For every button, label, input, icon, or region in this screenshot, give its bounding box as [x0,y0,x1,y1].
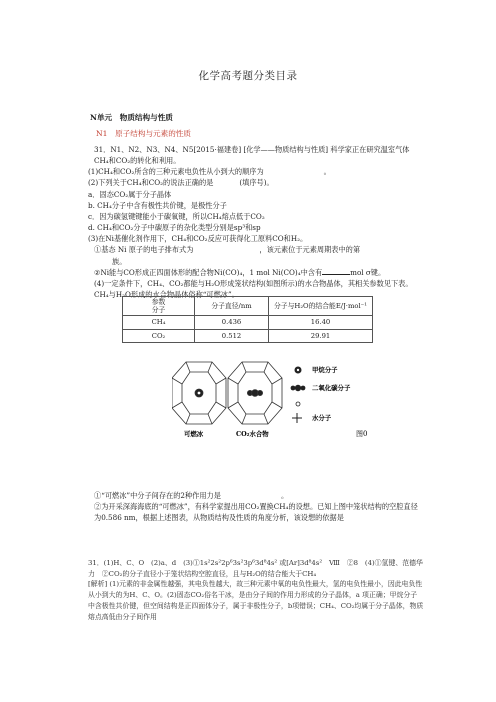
legend-co2: 二氧化碳分子 [312,384,351,392]
cage-structure-figure [172,356,402,440]
table-row: CO₂ 0.512 29.91 [123,329,373,343]
answer-blank [322,268,350,275]
page-title: 化学高考题分类目录 [198,70,298,82]
question-3-1: ①基态 Ni 原子的电子排布式为 ，该元素位于元素周期表中的第 族。 [94,245,361,266]
legend-methane: 甲烷分子 [312,366,338,374]
option-d: d. CH₄和CO₂分子中碳原子的杂化类型分别是sp³和sp [88,223,261,233]
combustible-ice-cage [172,362,226,424]
answer-line: 31．(1)H、C、O (2)a、d (3)①1s²2s²2p⁶3s²3p⁶3d⁸4s² 或[Ar]3d⁸4s² Ⅷ ②8 (4)①氢键、范德华力 ②CO₂的分子直径小于笼状结构空腔直径，且与H₂O的结合能大于CH₄ [88,559,423,578]
question-4-2: ②为开采深海海底的“可燃冰”，有科学家提出用CO₂置换CH₄的设想。已知上图中笼状结构的空腔直径为0.586 nm，根据上述图表，从物质结构及性质的角度分析，该设想的依据是 [94,502,418,523]
subunit-heading: N1 原子结构与元素的性质 [96,129,192,138]
caption-right: CO₂水合物 [236,430,269,438]
figure-legend [291,367,306,424]
question-3: (3)在Ni基催化剂作用下，CH₄和CO₂反应可获得化工原料CO和H₂。 [88,234,308,244]
figure-label: 图0 [356,430,368,438]
question-body [88,144,424,300]
parameter-table [122,296,373,343]
question-2: (2)下列关于CH₄和CO₂的说法正确的是 (填序号)。 [88,178,274,188]
option-a: a．固态CO₂属于分子晶体 [88,189,172,199]
option-c: c．因为碳氢键键能小于碳氧键，所以CH₄熔点低于CO₂ [88,211,265,221]
table-header-molecule: 分子 [151,306,166,315]
legend-water: 水分子 [312,414,332,422]
question-intro: 31．N1、N2、N3、N4、N5[2015·福建卷] [化学——物质结构与性质] 科学家正在研究温室气体CH₄和CO₂的转化和利用。 [94,145,410,166]
table-header-energy: 分子与H₂O的结合能E/J·mol⁻¹ [269,297,373,316]
question-4-1: ①“可燃冰”中分子间存在的2种作用力是 。 [94,491,289,500]
table-header-diameter: 分子直径/nm [195,297,269,316]
co2-hydrate-cage [228,362,282,424]
solution [88,558,424,622]
question-4: (4)一定条件下，CH₄、CO₂都能与H₂O形成笼状结构(如图所示)的水合物晶体，其相关参数见下表。CH₄与H₂O形成的水合物晶体俗称“可燃冰”。 [94,278,413,300]
table-header-param: 参数 [151,298,166,306]
unit-heading: N单元 物质结构与性质 [90,113,173,122]
caption-left: 可燃冰 [184,430,204,438]
question-3-2: ②Ni能与CO形成正四面体形的配合物Ni(CO)₄，1 mol Ni(CO)₄中含有 mol σ键。 [94,267,386,277]
table-row: CH₄ 0.436 16.40 [123,316,373,330]
question-1: (1)CH₄和CO₂所含的三种元素电负性从小到大的顺序为 。 [88,167,331,177]
question-4-parts [88,490,424,523]
option-b: b. CH₄分子中含有极性共价键，是极性分子 [88,200,227,210]
analysis-text: [解析] (1)元素的非金属性越强，其电负性越大，故三种元素中氧的电负性最大，氢的电负性最小，因此电负性从小到大的为H、C、O。(2)固态CO₂俗名干冰，是由分子间的作用力形成的分子晶体，a 项正确；甲烷分子中含极性共价键，但空间结构是正四面体分子，属于非极性分子，b项错误；CH₄、CO₂均属于分子晶体，物质熔点高低由分子间作用 [88,580,424,621]
